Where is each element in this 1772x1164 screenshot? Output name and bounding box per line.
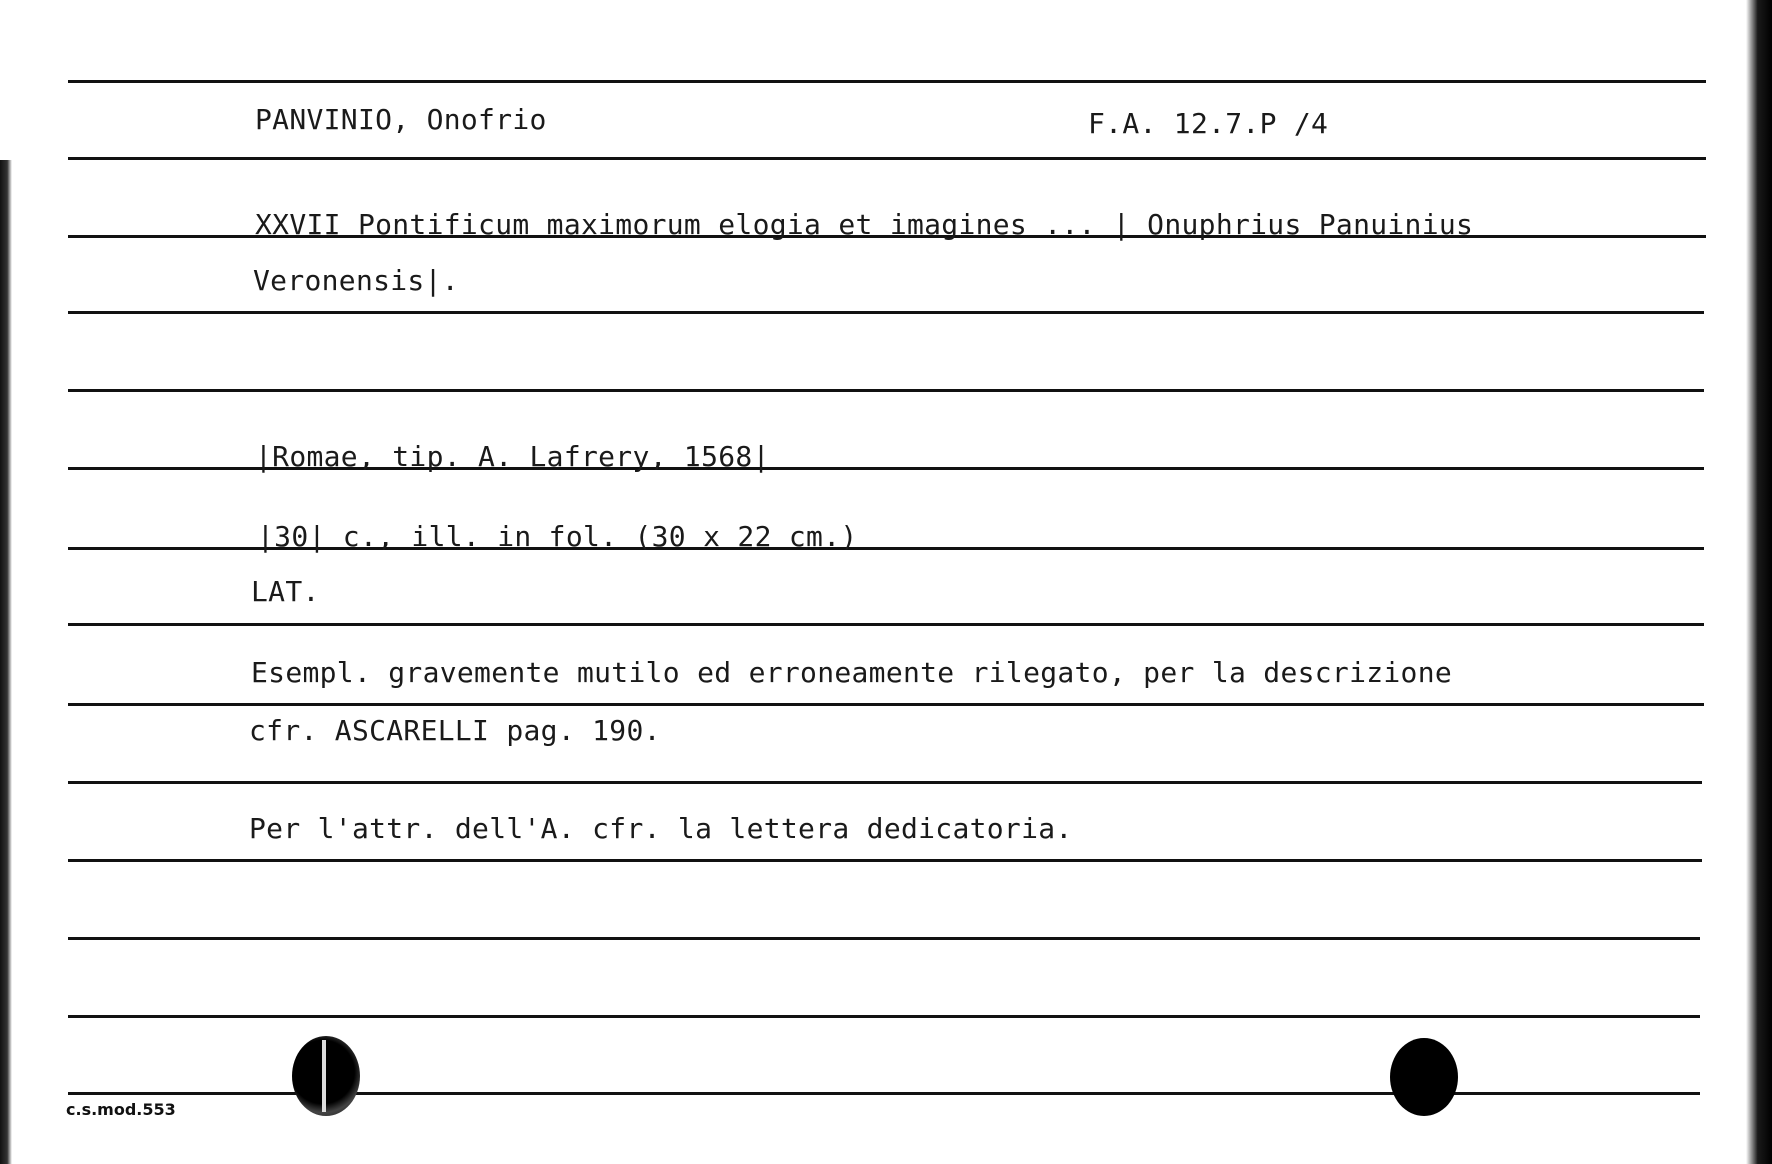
title-line-2: Veronensis|.: [253, 264, 459, 297]
note-1-line-1: Esempl. gravemente mutilo ed erroneamente rilegato, per la descrizione: [251, 656, 1453, 689]
shelfmark: F.A. 12.7.P /4: [1088, 107, 1329, 140]
rule-line: [68, 80, 1706, 83]
author-heading: PANVINIO, Onofrio: [255, 103, 547, 136]
collation: |30| c., ill. in fol. (30 x 22 cm.): [257, 520, 858, 553]
language: LAT.: [251, 575, 320, 608]
form-code: c.s.mod.553: [66, 1100, 176, 1119]
note-1-line-2: cfr. ASCARELLI pag. 190.: [249, 714, 661, 747]
punch-hole-right: [1390, 1038, 1458, 1116]
rule-line: [68, 703, 1704, 706]
rule-line: [68, 623, 1704, 626]
rule-line: [68, 311, 1704, 314]
rule-line: [68, 1015, 1700, 1018]
rule-line: [68, 937, 1700, 940]
rule-line: [68, 859, 1702, 862]
punch-hole-left: [292, 1036, 360, 1116]
imprint: |Romae, tip. A. Lafrery, 1568|: [255, 440, 770, 473]
note-2: Per l'attr. dell'A. cfr. la lettera dedicatoria.: [249, 812, 1073, 845]
title-line-1: XXVII Pontificum maximorum elogia et imagines ... | Onuphrius Panuinius: [255, 208, 1474, 241]
rule-line: [68, 389, 1704, 392]
rule-line: [68, 157, 1706, 160]
rule-line: [68, 781, 1702, 784]
scan-edge-left: [0, 160, 12, 1164]
scan-edge-right: [1746, 0, 1772, 1164]
